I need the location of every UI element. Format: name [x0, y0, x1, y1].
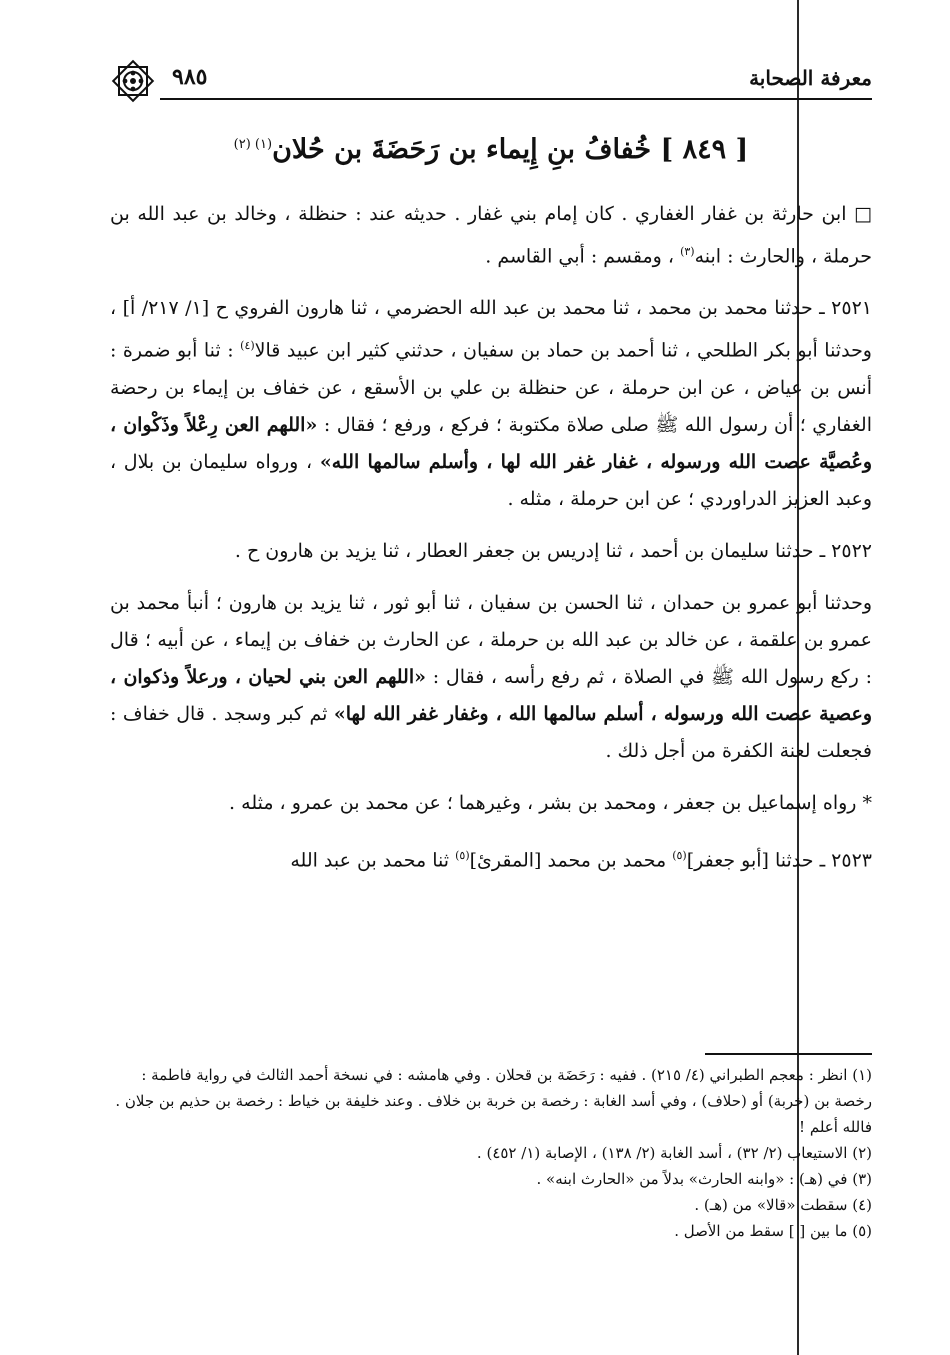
- hadith-2521: [110, 290, 872, 517]
- main-text: [110, 196, 872, 894]
- entry-name: خُفافُ بنِ إِيماء بن رَحَضَةَ بن حُلان: [272, 134, 652, 165]
- riwaya-text: * رواه إسماعيل بن جعفر ، ومحمد بن بشر ، وغيرهما ؛ عن محمد بن عمرو ، مثله .: [229, 791, 872, 814]
- hadith-2522-second-chain: [110, 585, 872, 770]
- hadith-2521-chain: ٢٥٢١ ـ حدثنا محمد بن محمد ، ثنا محمد بن عبد الله الحضرمي ، ثنا هارون الفروي ح [١/ ٢١٧/ أ] ، وحدثنا أبو بكر الطلحي ، ثنا أحمد بن حماد بن سفيان ، حدثني كثير ابن عبيد قالا: [110, 297, 872, 362]
- footnote-ref: (٥): [672, 848, 687, 862]
- hadith-2521-end: ، ورواه سليمان بن بلال ، وعبد العزيز الدراوردي ؛ عن ابن حرملة ، مثله .: [110, 450, 872, 510]
- entry-footnote-refs: (١) (٢): [233, 137, 273, 152]
- hadith-2522: [110, 533, 872, 570]
- footnote-1: (١) انظر : معجم الطبراني (٤/ ٢١٥) . ففيه : رَحَضَة بن قحلان . وفي هامشه : في نسخة أحمد الثالث في رواية فاطمة : رخصة بن (خربة) أو (حلاف) ، وفي أسد الغابة : رخصة بن خربة بن خلاف . وعند خليفة بن خياط : رخصة بن حذيم بن جلان . فالله أعلم !: [115, 1066, 872, 1136]
- intro-text-end: ، ومقسم : أبي القاسم .: [485, 245, 675, 268]
- hadith-2522-end: ثم كبر وسجد . قال خفاف : فجعلت لعنة الكفرة من أجل ذلك .: [110, 702, 872, 762]
- page-header: [110, 58, 872, 102]
- running-title: معرفة الصحابة: [749, 66, 872, 90]
- footnote-ref: (٣): [680, 245, 695, 258]
- footnote-5: (٥) ما بين [ ] سقط من الأصل .: [674, 1222, 872, 1240]
- hadith-2521-text: : ثنا أبو ضمرة : أنس بن عياض ، عن ابن حرملة ، عن حنظلة بن علي بن الأسقع ، عن خفاف بن إيماء بن رحضة الغفاري ؛ أن رسول الله ﷺ صلى صلاة مكتوبة ؛ فركع ، ورفع ؛ فقال :: [110, 339, 872, 436]
- hadith-2523-end: ثنا محمد بن عبد الله: [290, 848, 450, 871]
- hadith-2522-quote: «اللهم العن بني لحيان ، ورعلاً وذكوان ، وعصية عصت الله ورسوله ، أسلم سالمها الله ، وغفار غفر الله لها»: [110, 665, 872, 725]
- footnote-separator: [705, 1053, 872, 1055]
- riwaya-note: [110, 785, 872, 822]
- entry-intro: [110, 196, 872, 275]
- hadith-2523-start: ٢٥٢٣ ـ حدثنا [أبو جعفر]: [686, 848, 872, 871]
- header-rule: [160, 98, 872, 100]
- intro-text: □ ابن حارثة بن غفار الغفاري . كان إمام بني غفار . حديثه عند : حنظلة ، وخالد بن عبد الله بن حرملة ، والحارث : ابنه: [110, 203, 872, 268]
- footnote-ref: (٤): [240, 339, 255, 353]
- footnote-4: (٤) سقطت «قالا» من (هـ) .: [694, 1196, 872, 1214]
- star-ornament-icon: [110, 58, 156, 104]
- hadith-2523: [110, 837, 872, 879]
- hadith-2522-chain: ٢٥٢٢ ـ حدثنا سليمان بن أحمد ، ثنا إدريس بن جعفر العطار ، ثنا يزيد بن هارون ح .: [234, 539, 872, 562]
- hadith-2521-quote: «اللهم العن رِعْلاً وذَكْوان ، وعُصيَّة عصت الله ورسوله ، غفار غفر الله لها ، وأسلم سالمها الله»: [110, 413, 872, 473]
- footnote-3: (٣) في (هـ) : «وابنه الحارث» بدلاً من «الحارث ابنه» .: [536, 1170, 872, 1188]
- page-number: ٩٨٥: [172, 64, 208, 90]
- hadith-2522-text: وحدثنا أبو عمرو بن حمدان ، ثنا الحسن بن سفيان ، ثنا أبو ثور ، ثنا يزيد بن هارون ؛ أنبأ محمد بن عمرو بن علقمة ، عن خالد بن عبد الله بن حرملة ، عن الحارث بن خفاف بن إيماء ، عن أبيه ؛ قال : ركع رسول الله ﷺ في الصلاة ، ثم رفع رأسه ، فقال :: [110, 591, 872, 688]
- footnotes: [110, 1062, 872, 1244]
- hadith-2523-middle: محمد بن محمد [المقرئ]: [469, 848, 667, 871]
- footnote-2: (٢) الاستيعاب (٢/ ٣٢) ، أسد الغابة (٢/ ١٣٨) ، الإصابة (١/ ٤٥٢) .: [476, 1144, 872, 1162]
- entry-number: [ ٨٤٩ ]: [660, 134, 749, 165]
- footnote-ref: (٥): [455, 848, 470, 862]
- entry-heading: [110, 134, 872, 165]
